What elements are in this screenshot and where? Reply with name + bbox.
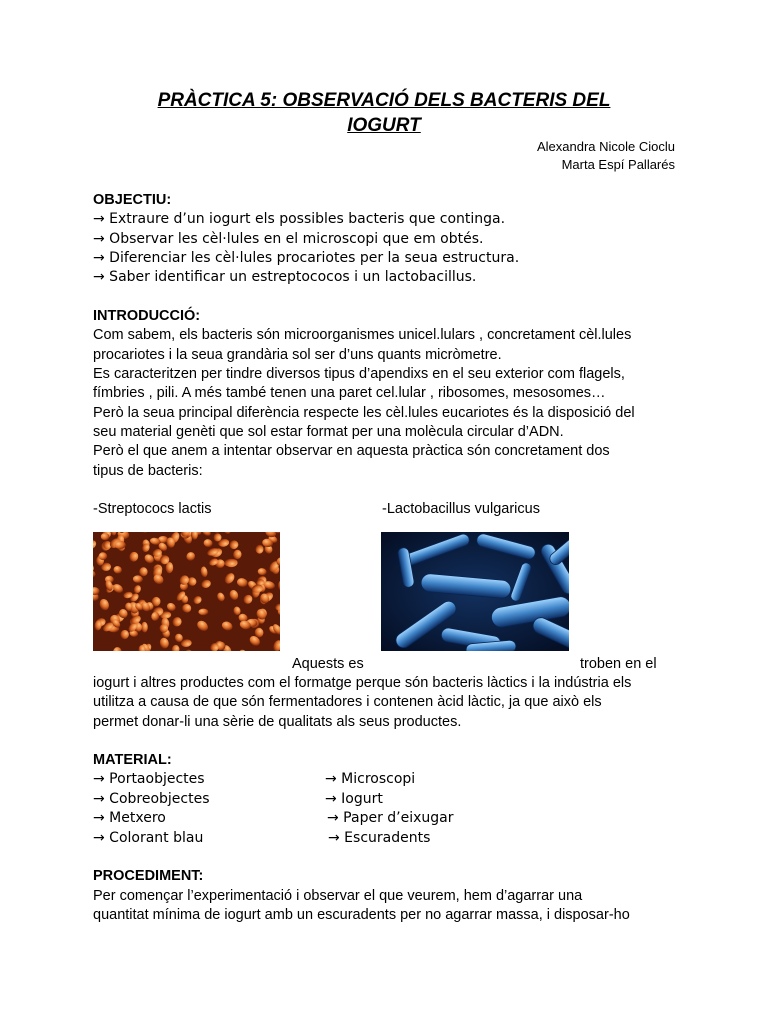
intro-line: Com sabem, els bacteris són microorganismes unicel.lulars , concretament cèl.lules (93, 327, 632, 343)
procediment-heading: PROCEDIMENT: (93, 868, 204, 884)
caption-right: troben en el (580, 656, 657, 672)
intro-line: procariotes i la seua grandària sol ser d’uns quants micròmetre. (93, 347, 502, 363)
page-title (93, 88, 675, 138)
lactobacillus-label: -Lactobacillus vulgaricus (382, 501, 540, 517)
material-item: → Paper d’eixugar (327, 810, 454, 826)
bacteria-line: utilitza a causa de que són fermentadores i contenen àcid làctic, ja que això els (93, 694, 602, 710)
streptococcus-cell (198, 609, 208, 616)
author-1: Alexandra Nicole Cioclu (536, 139, 675, 154)
intro-line: Es caracteritzen per tindre diversos tipus d’apendixs en el seu exterior com flagels, (93, 366, 625, 382)
streptococcus-image (93, 532, 280, 651)
bacteria-line: iogurt i altres productes com el formatge perque són bacteris làctics i la indústria els (93, 675, 632, 691)
intro-line: tipus de bacteris: (93, 463, 203, 479)
title-line-2: IOGURT (347, 115, 421, 136)
intro-line: Però la seua principal diferència respecte les cèl.lules eucariotes és la disposició del (93, 405, 635, 421)
title-line-1: PRÀCTICA 5: OBSERVACIÓ DELS BACTERIS DEL (157, 90, 611, 111)
lactobacillus-micrograph (381, 532, 569, 651)
introduccio-heading: INTRODUCCIÓ: (93, 308, 201, 324)
objectiu-heading: OBJECTIU: (93, 192, 172, 208)
objectiu-item: → Diferenciar les cèl·lules procariotes per la seua estructura. (93, 250, 520, 266)
material-item: → Portaobjectes (93, 771, 205, 787)
material-item: → Cobreobjectes (93, 791, 210, 807)
procediment-line: Per començar l’experimentació i observar el que veurem, hem d’agarrar una (93, 888, 583, 904)
streptococcus-micrograph (93, 532, 280, 651)
material-item: → Iogurt (325, 791, 383, 807)
material-item: → Metxero (93, 810, 166, 826)
material-item: → Microscopi (325, 771, 416, 787)
bacteria-line: permet donar-li una sèrie de qualitats als seus productes. (93, 714, 462, 730)
procediment-line: quantitat mínima de iogurt amb un escuradents per no agarrar massa, i disposar-ho (93, 907, 630, 923)
lactobacillus-image (381, 532, 569, 651)
material-item: → Colorant blau (93, 830, 204, 846)
material-heading: MATERIAL: (93, 752, 172, 768)
intro-line: seu material genèti que sol estar format per una molècula circular d’ADN. (93, 424, 564, 440)
objectiu-item: → Saber identificar un estreptococos i un lactobacillus. (93, 269, 477, 285)
intro-line: fímbries , pili. A més també tenen una paret cel.lular , ribosomes, mesosomes… (93, 385, 606, 401)
intro-line: Però el que anem a intentar observar en aquesta pràctica són concretament dos (93, 443, 610, 459)
authors (537, 138, 675, 174)
streptococcus-label: -Streptococs lactis (93, 501, 212, 517)
objectiu-item: → Observar les cèl·lules en el microscopi que em obtés. (93, 231, 484, 247)
author-2: Marta Espí Pallarés (561, 157, 675, 172)
objectiu-item: → Extraure d’un iogurt els possibles bacteris que continga. (93, 211, 506, 227)
material-item: → Escuradents (328, 830, 431, 846)
caption-left: Aquests es (292, 656, 364, 672)
streptococcus-cell (115, 541, 126, 549)
